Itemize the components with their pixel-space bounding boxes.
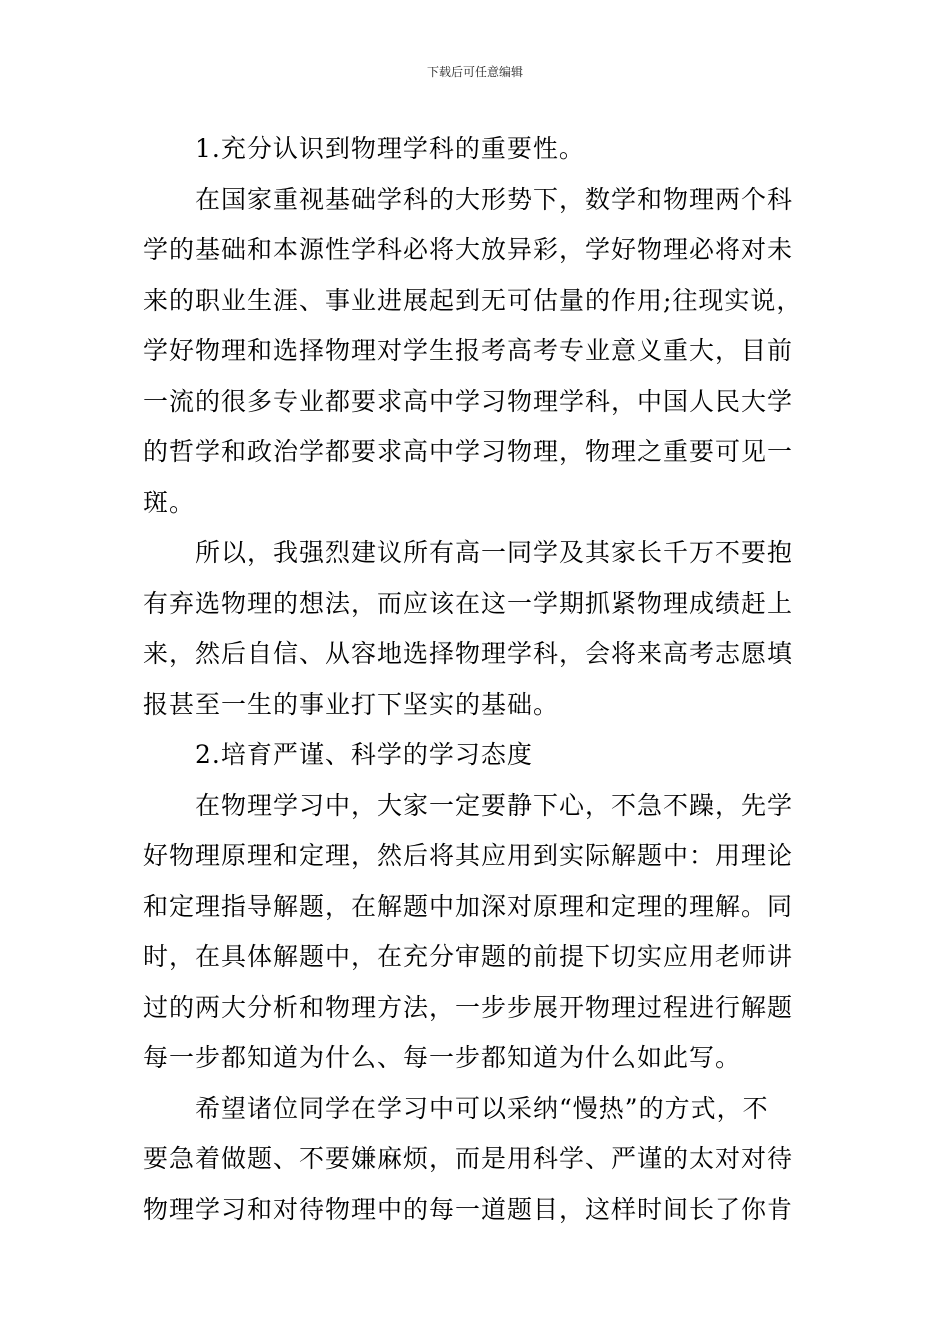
paragraph-line: 一流的很多专业都要求高中学习物理学科，中国人民大学 bbox=[143, 386, 794, 416]
document-body bbox=[143, 124, 807, 1235]
paragraph-line: 所以，我强烈建议所有高一同学及其家长千万不要抱 bbox=[195, 538, 794, 567]
page-header-note: 下载后可任意编辑 bbox=[426, 65, 523, 79]
paragraph-line: 每一步都知道为什么、每一步都知道为什么如此写。 bbox=[143, 1043, 742, 1072]
paragraph-line: 来，然后自信、从容地选择物理学科，会将来高考志愿填 bbox=[143, 639, 794, 668]
paragraph-line: 学好物理和选择物理对学生报考高考专业意义重大，目前 bbox=[143, 336, 794, 365]
paragraph-line: 时，在具体解题中，在充分审题的前提下切实应用老师讲 bbox=[143, 942, 794, 971]
paragraph-line: 学的基础和本源性学科必将大放异彩，学好物理必将对未 bbox=[143, 235, 794, 264]
section-heading-1: 1.充分认识到物理学科的重要性。 bbox=[195, 134, 585, 163]
paragraph-2 bbox=[143, 528, 807, 730]
paragraph-line: 好物理原理和定理，然后将其应用到实际解题中：用理论 bbox=[143, 841, 794, 870]
paragraph-line: 要急着做题、不要嫌麻烦，而是用科学、严谨的太对对待 bbox=[143, 1144, 794, 1173]
paragraph-line: 物理学习和对待物理中的每一道题目，这样时间长了你肯 bbox=[143, 1194, 794, 1224]
paragraph-line: 在国家重视基础学科的大形势下，数学和物理两个科 bbox=[195, 184, 794, 214]
paragraph-line: 来的职业生涯、事业进展起到无可估量的作用;往现实说， bbox=[143, 285, 803, 315]
paragraph-1 bbox=[143, 175, 807, 529]
paragraph-4 bbox=[143, 1084, 807, 1236]
paragraph-line: 有弃选物理的想法，而应该在这一学期抓紧物理成绩赶上 bbox=[143, 588, 794, 618]
paragraph-line: 希望诸位同学在学习中可以采纳“慢热”的方式，不 bbox=[195, 1093, 769, 1123]
paragraph-line: 在物理学习中，大家一定要静下心，不急不躁，先学 bbox=[195, 790, 794, 820]
paragraph-line: 斑。 bbox=[143, 487, 196, 517]
paragraph-3 bbox=[143, 781, 807, 1084]
section-heading-2: 2.培育严谨、科学的学习态度 bbox=[195, 740, 533, 769]
paragraph-line: 和定理指导解题，在解题中加深对原理和定理的理解。同 bbox=[143, 891, 794, 921]
paragraph-line: 的哲学和政治学都要求高中学习物理，物理之重要可见一 bbox=[143, 437, 794, 466]
paragraph-line: 报甚至一生的事业打下坚实的基础。 bbox=[143, 689, 560, 719]
paragraph-line: 过的两大分析和物理方法，一步步展开物理过程进行解题 bbox=[143, 992, 794, 1022]
